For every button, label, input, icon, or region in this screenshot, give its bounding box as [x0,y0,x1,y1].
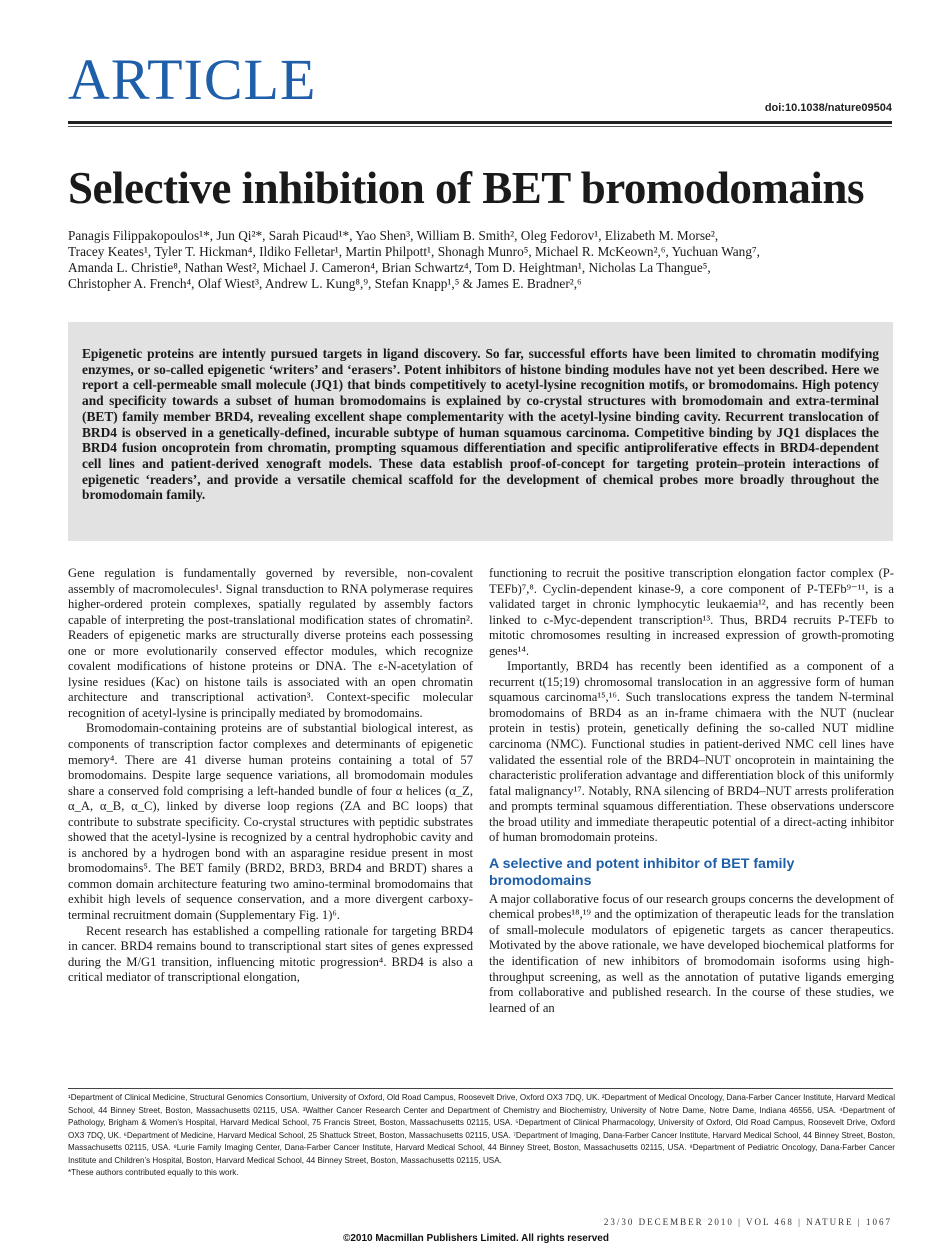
body-paragraph: functioning to recruit the positive transcription elongation factor complex (P-TEFb)⁷,⁸. Cyclin-dependent kinase-9, a core component of P-TEFb⁹⁻¹¹, is a validated target in chronic lymphocytic leukaemia¹², and has recently been linked to c-Myc-dependent transcription¹³. Thus, BRD4 recruits P-TEFb to mitotic chromosomes resulting in increased expression of growth-promoting genes¹⁴. [489,566,894,658]
body-paragraph: Importantly, BRD4 has recently been identified as a component of a recurrent t(15;19) chromosomal translocation in an aggressive form of human squamous carcinoma¹⁵,¹⁶. Such translocations express the tandem N-terminal bromodomains of BRD4 as an in-frame chimaera with the NUT (nuclear protein in testis) protein, genetically defining the so-called NUT midline carcinoma (NMC). Functional studies in patient-derived NMC cell lines have validated the essential role of the BRD4–NUT oncoprotein in maintaining the characteristic proliferation advantage and differentiation block of this uniformly fatal malignancy¹⁷. Notably, RNA silencing of BRD4–NUT arrests proliferation and prompts terminal squamous differentiation. These observations underscore the broad utility and immediate therapeutic potential of a direct-acting inhibitor of human bromodomain proteins. [489,659,894,845]
body-paragraph: A major collaborative focus of our research groups concerns the development of chemical probes¹⁸,¹⁹ and the optimization of therapeutic leads for the translation of small-molecule modulators of epigenetic targets as cancer therapeutics. Motivated by the above rationale, we have developed biochemical platforms for the identification of new inhibitors of bromodomain isoforms using high-throughput screening, as well as the annotation of putative ligands emerging from collaborative and published research. In the course of these studies, we learned of an [489,891,894,1015]
section-heading: A selective and potent inhibitor of BET family bromodomains [489,855,795,889]
body-column-left [68,566,473,986]
abstract-box [68,322,893,541]
author-line: Panagis Filippakopoulos¹*, Jun Qi²*, Sarah Picaud¹*, Yao Shen³, William B. Smith², Oleg Fedorov¹, Elizabeth M. Morse², [68,228,719,243]
copyright-notice: ©2010 Macmillan Publishers Limited. All rights reserved [343,1233,609,1244]
affiliations-footnote [68,1092,895,1180]
author-list [68,228,898,292]
author-line: Amanda L. Christie⁸, Nathan West², Michael J. Cameron⁴, Brian Schwartz⁴, Tom D. Heightman¹, Nicholas La Thangue⁵, [68,260,711,275]
article-title: Selective inhibition of BET bromodomains [68,163,864,213]
body-column-right [489,566,894,1016]
author-line: Tracey Keates¹, Tyler T. Hickman⁴, Ildiko Felletar¹, Martin Philpott¹, Shonagh Munro⁵, Michael R. McKeown²,⁶, Yuchuan Wang⁷, [68,244,760,259]
page-folio: 23/30 DECEMBER 2010 | VOL 468 | NATURE | 1067 [603,1217,892,1227]
body-paragraph: Bromodomain-containing proteins are of substantial biological interest, as components of transcription factor complexes and determinants of epigenetic memory⁴. There are 41 diverse human proteins containing a total of 57 bromodomains. Despite large sequence variations, all bromodomain modules share a conserved fold comprising a left-handed bundle of four α helices (α_Z, α_A, α_B, α_C), linked by diverse loop regions (ZA and BC loops) that contribute to substrate specificity. Co-crystal structures with peptidic substrates showed that the acetyl-lysine is recognized by a central hydrophobic cavity and is anchored by a hydrogen bond with an asparagine residue present in most bromodomains⁵. The BET family (BRD2, BRD3, BRD4 and BRDT) shares a common domain architecture featuring two amino-terminal bromodomains that exhibit high levels of sequence conservation, and a more divergent carboxy-terminal recruitment domain (Supplementary Fig. 1)⁶. [68,721,473,923]
abstract-text: Epigenetic proteins are intently pursued targets in ligand discovery. So far, successful efforts have been limited to chromatin modifying enzymes, or so-called epigenetic ‘writers’ and ‘erasers’. Potent inhibitors of histone binding modules have not yet been described. Here we report a cell-permeable small molecule (JQ1) that binds competitively to acetyl-lysine recognition motifs, or bromodomains. High potency and specificity towards a subset of human bromodomains is explained by co-crystal structures with bromodomain and extra-terminal (BET) family member BRD4, revealing excellent shape complementarity with the acetyl-lysine binding cavity. Recurrent translocation of BRD4 is observed in a genetically-defined, incurable subtype of human squamous carcinoma. Competitive binding by JQ1 displaces the BRD4 fusion oncoprotein from chromatin, prompting squamous differentiation and specific antiproliferative effects in BRD4-dependent cell lines and patient-derived xenograft models. These data establish proof-of-concept for targeting protein–protein interactions of epigenetic ‘readers’, and provide a versatile chemical scaffold for the development of chemical probes more broadly throughout the bromodomain family. [82,346,879,503]
author-line: Christopher A. French⁴, Olaf Wiest³, Andrew L. Kung⁸,⁹, Stefan Knapp¹,⁵ & James E. Bradner²,⁶ [68,276,582,291]
affiliations-text: ¹Department of Clinical Medicine, Structural Genomics Consortium, University of Oxford, Old Road Campus, Roosevelt Drive, Oxford OX3 7DQ, UK. ²Department of Medical Oncology, Dana-Farber Cancer Institute, Harvard Medical School, 44 Binney Street, Boston, Massachusetts 02115, USA. ³Walther Cancer Research Center and Department of Chemistry and Biochemistry, University of Notre Dame, Notre Dame, Indiana 46556, USA. ⁴Department of Pathology, Brigham & Women’s Hospital, Harvard Medical School, 75 Francis Street, Boston, Massachusetts 02115, USA. ⁵Department of Clinical Pharmacology, University of Oxford, Old Road Campus, Roosevelt Drive, Oxford OX3 7DQ, UK. ⁶Department of Medicine, Harvard Medical School, 25 Shattuck Street, Boston, Massachusetts 02115, USA. ⁷Department of Imaging, Dana-Farber Cancer Institute, Harvard Medical School, 44 Binney Street, Boston, Massachusetts 02115, USA. ⁸Lurie Family Imaging Center, Dana-Farber Cancer Institute, Harvard Medical School, 44 Binney Street, Boston, Massachusetts 02115, USA. ⁹Department of Pediatric Oncology, Dana-Farber Cancer Institute and Children’s Hospital, Boston, Harvard Medical School, 44 Binney Street, Boston, Massachusetts 02115, USA. [68,1093,895,1165]
body-paragraph: Recent research has established a compelling rationale for targeting BRD4 in cancer. BRD4 remains bound to transcriptional start sites of genes expressed during the M/G1 transition, influencing mitotic progression⁴. BRD4 is also a critical mediator of transcriptional elongation, [68,923,473,985]
footnote-rule [68,1088,893,1089]
section-label: ARTICLE [68,47,317,112]
header-rule [68,121,892,124]
body-paragraph: Gene regulation is fundamentally governed by reversible, non-covalent assembly of macromolecules¹. Signal transduction to RNA polymerase requires higher-ordered protein complexes, spatially regulated by assembly factors capable of interpreting the post-translational modification states of chromatin². Readers of epigenetic marks are structurally diverse proteins each possessing one or more evolutionarily conserved effector modules, which recognize covalent modifications of histone proteins or DNA. The ε-N-acetylation of lysine residues (Kac) on histone tails is associated with an open chromatin architecture and transcriptional activation³. Context-specific molecular recognition of acetyl-lysine is principally mediated by bromodomains. [68,566,473,720]
header-rule-thin [68,126,892,127]
doi-label[interactable]: doi:10.1038/nature09504 [764,102,892,114]
equal-contribution-note: *These authors contributed equally to this work. [68,1168,239,1177]
